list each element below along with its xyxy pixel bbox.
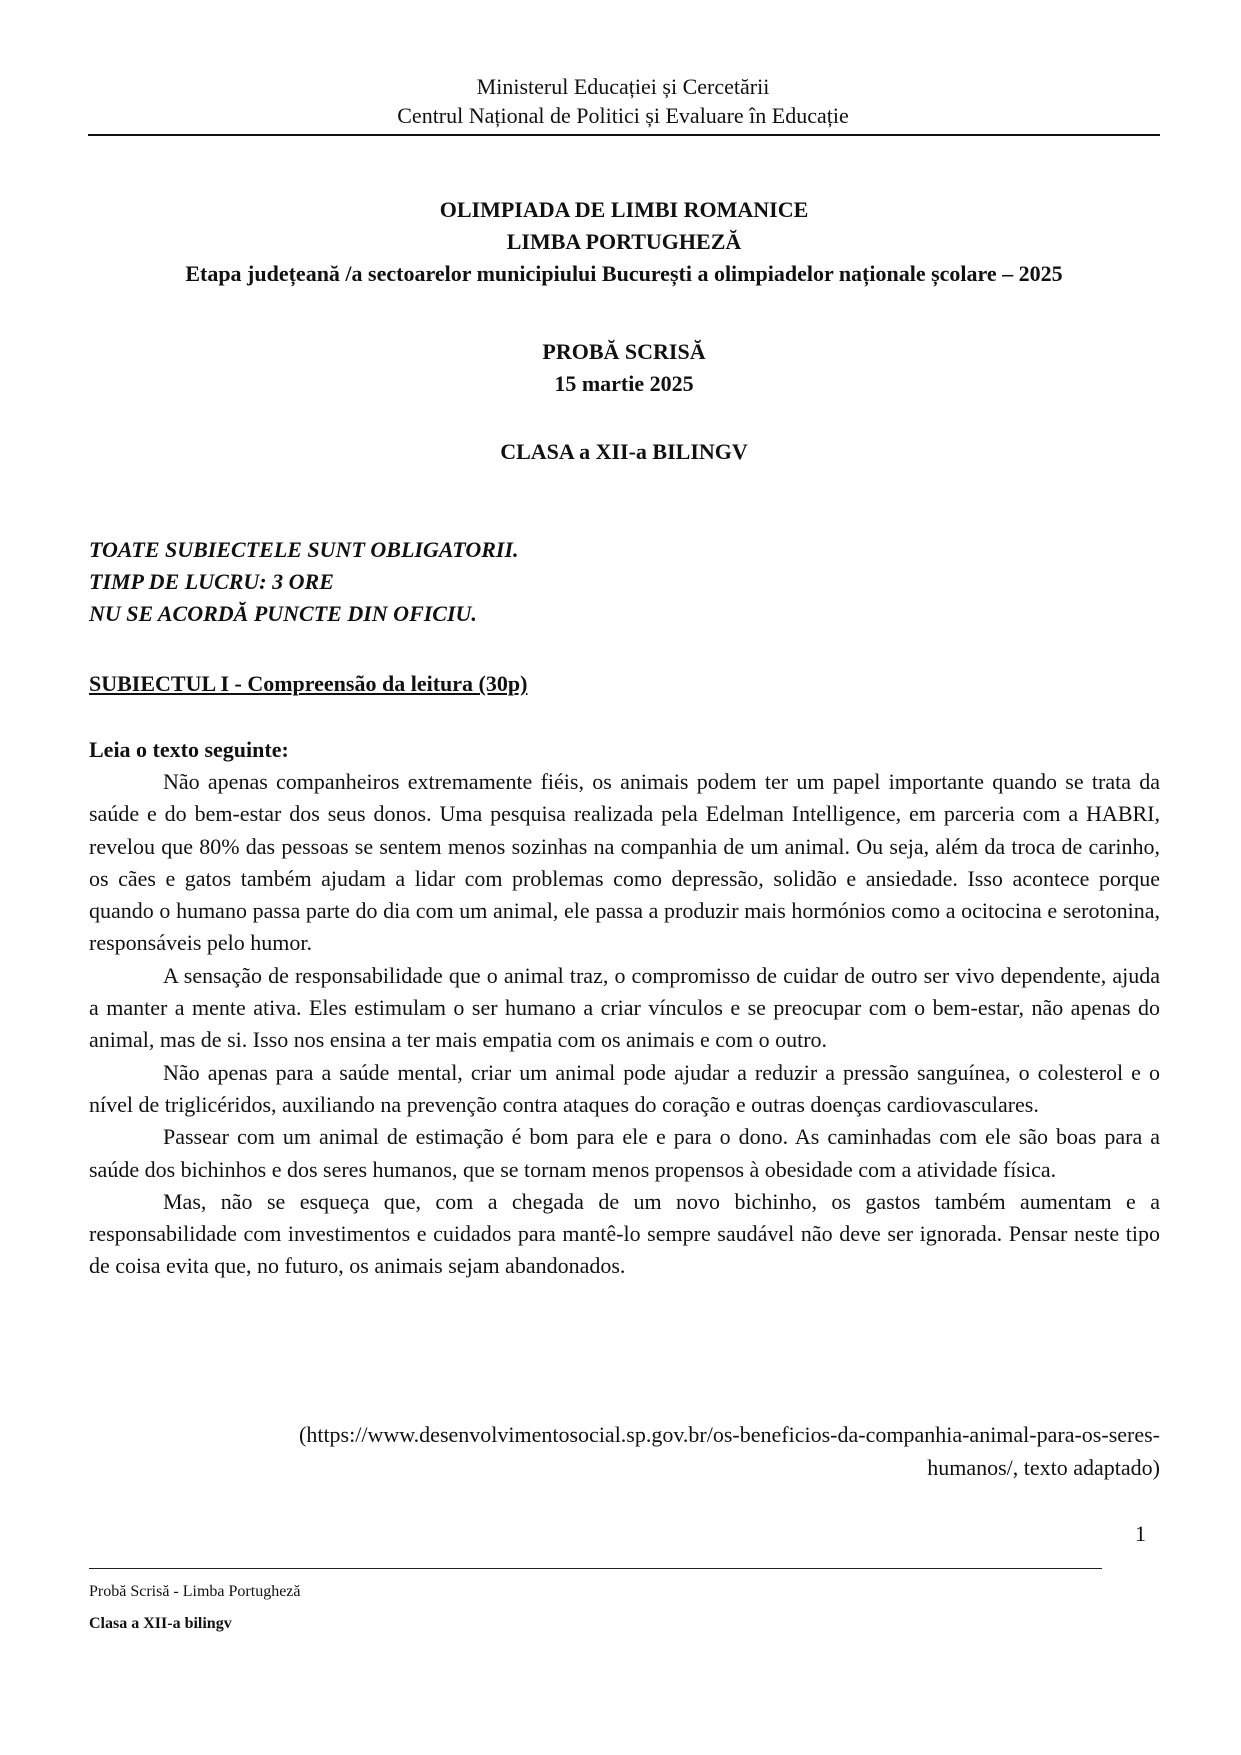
exam-class: CLASA a XII-a BILINGV [500, 439, 748, 464]
footer-exam: Probă Scrisă - Limba Portugheză [89, 1583, 301, 1600]
header-divider [88, 134, 1160, 136]
reading-passage [89, 766, 1160, 1283]
passage-paragraph: Não apenas para a saúde mental, criar um animal pode ajudar a reduzir a pressão sanguínea, o colesterol e o nível de triglicéridos, auxiliando na prevenção contra ataques do coração e outras doenças cardiovasculares. [89, 1059, 1160, 1117]
exam-info [88, 336, 1160, 400]
section-instruction: Leia o texto seguinte: [89, 737, 289, 762]
passage-paragraph: Não apenas companheiros extremamente fiéis, os animais podem ter um papel importante quando se trata da saúde e do bem-estar dos seus donos. Uma pesquisa realizada pela Edelman Intelligence, em parceria com a HABRI, revelou que 80% das pessoas se sentem menos sozinhas na companhia de um animal. Ou seja, além da troca de carinho, os cães e gatos também ajudam a lidar com problemas como depressão, solidão e ansiedade. Isso acontece porque quando o humano passa parte do dia com um animal, ele passa a produzir mais hormónios como a ocitocina e serotonina, responsáveis pelo humor. [89, 769, 1160, 956]
olympiad-name: OLIMPIADA DE LIMBI ROMANICE [439, 197, 809, 222]
stage-name: Etapa județeană /a sectoarelor municipiului București a olimpiadelor naționale școlare – 2025 [185, 261, 1063, 286]
language-name: LIMBA PORTUGHEZĂ [506, 229, 742, 254]
footer-divider [89, 1568, 1102, 1569]
exam-rules [89, 534, 519, 630]
passage-source [89, 1418, 1160, 1484]
center-name: Centrul Național de Politici și Evaluare în Educație [397, 103, 849, 128]
exam-date: 15 martie 2025 [554, 371, 694, 396]
section-title: SUBIECTUL I - Compreensão da leitura (30p) [89, 671, 528, 696]
passage-paragraph: Mas, não se esqueça que, com a chegada de um novo bichinho, os gastos também aumentam e a responsabilidade com investimentos e cuidados para mantê-lo sempre saudável não deve ser ignorada. Pensar neste tipo de coisa evita que, no futuro, os animais sejam abandonados. [89, 1188, 1160, 1279]
institution-header [88, 72, 1158, 130]
rule-time: TIMP DE LUCRU: 3 ORE [89, 569, 334, 594]
page-number: 1 [1135, 1521, 1146, 1546]
source-note: humanos/, texto adaptado) [927, 1455, 1160, 1480]
rule-points: NU SE ACORDĂ PUNCTE DIN OFICIU. [89, 601, 477, 626]
footer-class: Clasa a XII-a bilingv [89, 1615, 232, 1632]
source-url: (https://www.desenvolvimentosocial.sp.gov.br/os-beneficios-da-companhia-animal-para-os-seres- [299, 1422, 1160, 1447]
passage-paragraph: A sensação de responsabilidade que o animal traz, o compromisso de cuidar de outro ser vivo dependente, ajuda a manter a mente ativa. Eles estimulam o ser humano a criar vínculos e se preocupar com o bem-estar, não apenas do animal, mas de si. Isso nos ensina a ter mais empatia com os animais e com o outro. [89, 962, 1160, 1053]
exam-type: PROBĂ SCRISĂ [542, 339, 706, 364]
passage-paragraph: Passear com um animal de estimação é bom para ele e para o dono. As caminhadas com ele são boas para a saúde dos bichinhos e dos seres humanos, que se tornam menos propensos à obesidade com a atividade física. [89, 1124, 1160, 1182]
rule-mandatory: TOATE SUBIECTELE SUNT OBLIGATORII. [89, 537, 519, 562]
olympiad-title [88, 194, 1160, 290]
ministry-name: Ministerul Educației și Cercetării [476, 74, 770, 99]
